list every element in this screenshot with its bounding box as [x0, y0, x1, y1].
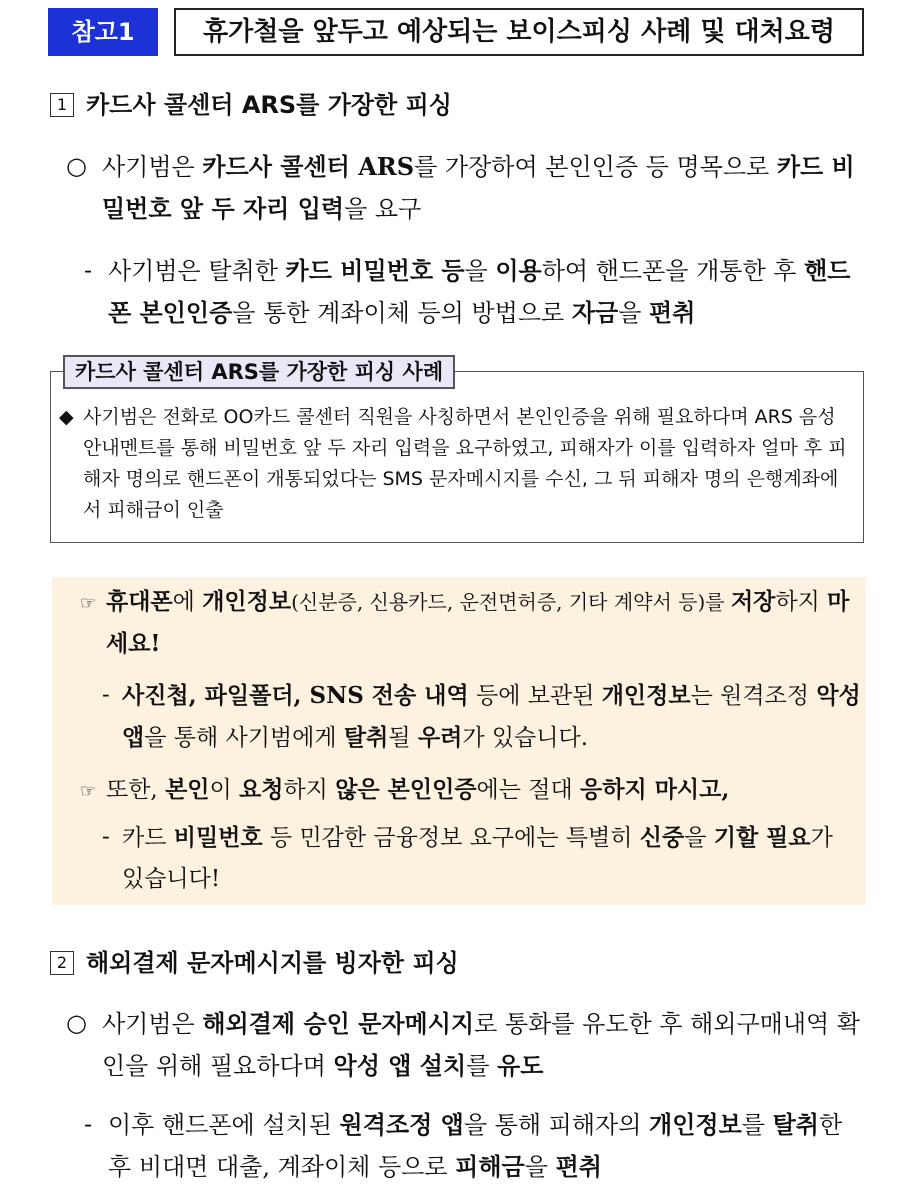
text: 을 통해 피해자의 — [463, 1111, 650, 1139]
section2-bullet — [66, 1003, 866, 1087]
page-title: 휴가철을 앞두고 예상되는 보이스피싱 사례 및 대처요령 — [174, 8, 864, 56]
bold-text: 비밀번호 — [173, 824, 263, 851]
bold-text: 이용 — [495, 256, 542, 285]
section1-bullet — [66, 146, 866, 230]
bold-text: 편취 — [649, 298, 696, 327]
section1-title: 카드사 콜센터 ARS를 가장한 피싱 — [86, 91, 452, 119]
text: 사기범은 — [102, 153, 203, 181]
text: 가 있습니다. — [462, 725, 589, 751]
bold-text: 자금 — [571, 298, 619, 327]
text: (신분증, 신용카드, 운전면허증, 기타 계약서 등)를 — [291, 590, 731, 614]
case-description: 사기범은 전화로 OO카드 콜센터 직원을 사칭하면서 본인인증을 위해 필요하다며 ARS 음성 안내멘트를 통해 비밀번호 앞 두 자리 입력을 요구하였고, 피해자가 이를 입력하자 얼마 후 피해자 명의로 핸드폰이 개통되었다는 SMS 문자메시지를 수신, 그 뒤 피해자 명의 은행계좌에서 피해금이 인출 — [83, 406, 847, 521]
tip1-detail — [102, 675, 862, 759]
bold-text: 개인정보 — [649, 1110, 742, 1139]
text: 를 가장하여 본인인증 등 명목으로 — [414, 153, 777, 181]
bold-text: 우려 — [417, 724, 463, 751]
text: 한 후 비대면 대출, 계좌이체 등으로 — [108, 1111, 843, 1181]
case-box — [50, 360, 864, 543]
bold-text: 원격조정 앱 — [339, 1110, 464, 1139]
section2-title: 해외결제 문자메시지를 빙자한 피싱 — [86, 949, 459, 977]
reference-tag: 참고1 — [48, 8, 158, 56]
bold-text: 악성 앱 설치 — [333, 1051, 467, 1080]
bold-text: 탈취 — [772, 1110, 819, 1139]
bold-text: 편취 — [555, 1152, 602, 1181]
text: 을 — [464, 257, 496, 285]
bold-text: 응하지 마시고, — [580, 776, 730, 803]
header — [48, 8, 864, 58]
bold-text: 피해금 — [455, 1152, 525, 1181]
bold-text: 요청 — [239, 776, 284, 803]
section1-dash — [84, 250, 868, 334]
bold-text: 카드 비밀번호 앞 두 자리 입력 — [102, 152, 855, 223]
text: 에는 절대 — [476, 777, 581, 803]
bold-text: 유도 — [497, 1051, 544, 1080]
bold-text: 카드 비밀번호 등 — [285, 256, 465, 285]
text: 을 — [684, 825, 714, 851]
section1-number: 1 — [50, 93, 74, 117]
text: 를 — [466, 1052, 498, 1080]
text: 가 있습니다! — [122, 825, 833, 892]
text: 또한, — [106, 777, 166, 803]
diamond-bullet-icon: ◆ — [59, 406, 74, 428]
bold-text: 개인정보 — [601, 682, 691, 709]
section2-dash — [84, 1104, 868, 1188]
text: 될 — [388, 725, 418, 751]
bold-text: 해외결제 승인 문자메시지 — [202, 1009, 475, 1038]
text: 이 — [209, 777, 240, 803]
bold-text: 본인 — [165, 776, 210, 803]
dash-marker: - — [102, 682, 110, 708]
tips-box — [52, 577, 866, 905]
text: 을 요구 — [344, 195, 422, 223]
text: 을 — [618, 299, 650, 327]
case-text — [59, 402, 853, 526]
tip1 — [80, 581, 860, 665]
text: 하지 — [283, 777, 336, 803]
bold-text: 않은 본인인증 — [335, 776, 477, 803]
text: 하여 핸드폰을 개통한 후 — [541, 257, 805, 285]
section2-number: 2 — [50, 951, 74, 975]
text: 등에 보관된 — [468, 683, 602, 709]
text: 하지 — [775, 589, 828, 615]
bold-text: 개인정보 — [202, 588, 292, 615]
text: 는 원격조정 — [690, 683, 817, 709]
tip2 — [80, 769, 860, 811]
section2-heading — [50, 948, 459, 978]
bold-text: 기할 필요 — [713, 824, 811, 851]
text: 에 — [172, 589, 203, 615]
text: 등 민감한 금융정보 요구에는 특별히 — [262, 825, 640, 851]
dash-marker: - — [84, 1110, 93, 1138]
circle-bullet-icon: ○ — [66, 152, 87, 180]
case-box-title: 카드사 콜센터 ARS를 가장한 피싱 사례 — [63, 355, 455, 389]
dash-marker: - — [102, 824, 110, 850]
bold-text: 신중 — [639, 824, 685, 851]
bold-text: 핸드폰 본인인증 — [108, 256, 851, 327]
bold-text: 마세요! — [106, 588, 850, 657]
dash-marker: - — [84, 256, 93, 284]
text: 을 — [524, 1153, 556, 1181]
text: 사기범은 — [102, 1010, 203, 1038]
bold-text: 저장 — [730, 588, 776, 615]
pointing-hand-icon: ☞ — [80, 593, 97, 614]
text: 카드 — [122, 825, 174, 851]
text: 로 통화를 유도한 후 해외구매내역 확인을 위해 필요하다며 — [102, 1010, 861, 1080]
text: 을 통한 계좌이체 등의 방법으로 — [232, 299, 572, 327]
text: 사기범은 탈취한 — [108, 257, 286, 285]
text: 이후 핸드폰에 설치된 — [108, 1111, 340, 1139]
circle-bullet-icon: ○ — [66, 1009, 87, 1037]
bold-text: 카드사 콜센터 ARS — [202, 152, 415, 181]
bold-text: 사진첩, 파일폴더, SNS 전송 내역 — [122, 682, 469, 709]
bold-text: 탈취 — [343, 724, 389, 751]
bold-text: 휴대폰 — [106, 588, 173, 615]
text: 를 — [741, 1111, 773, 1139]
bold-text: 악성앱 — [122, 682, 861, 751]
tip2-detail — [102, 817, 862, 900]
section1-heading — [50, 90, 452, 120]
text: 을 통해 사기범에게 — [144, 725, 344, 751]
pointing-hand-icon: ☞ — [80, 781, 97, 802]
